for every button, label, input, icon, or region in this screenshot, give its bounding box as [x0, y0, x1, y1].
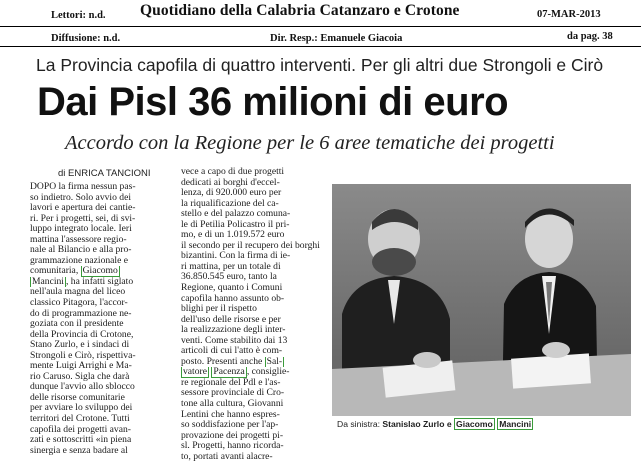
article-byline: di ENRICA TANCIONI	[58, 168, 151, 179]
text-line: articoli di cui l'atto è com-	[181, 346, 283, 357]
text-line: dedicati ai borghi d'eccel-	[181, 177, 280, 188]
text-line: do di programmazione ne-	[30, 308, 132, 319]
article-headline: Dai Pisl 36 milioni di euro	[37, 80, 509, 124]
text-line: DOPO la firma nessun pas-	[30, 182, 136, 192]
text-fragment: , ha infatti siglato	[65, 276, 134, 287]
text-line: grammazione nazionale e	[30, 255, 129, 266]
text-line: vece a capo di due progetti	[181, 167, 285, 177]
text-line: goziata con il presidente	[30, 319, 124, 330]
text-line: dunque l'avvio allo sblocco	[30, 382, 135, 393]
caption-prefix: Da sinistra:	[337, 419, 380, 429]
caption-highlight: Mancini	[499, 419, 532, 429]
text-line: mente Luigi Arrighi e Ma-	[30, 361, 132, 372]
text-line: stello e del palazzo comuna-	[181, 209, 291, 220]
text-line: so soddisfazione per l'ap-	[181, 420, 279, 431]
text-line: ri mattina, per un totale di	[181, 261, 281, 272]
text-line: le di Petilia Policastro il pri-	[181, 219, 290, 230]
highlighted-name: Sal-	[266, 356, 283, 367]
text-line: tone alla cultura, Giovanni	[181, 399, 284, 410]
text-line: Lentini che hanno espres-	[181, 409, 280, 420]
text-line: Stano Zurlo, e i sindaci di	[30, 340, 130, 351]
caption-highlight: Giacomo	[456, 419, 493, 429]
text-line: mattina l'assessore regio-	[30, 234, 127, 245]
body-column-1	[30, 182, 171, 456]
text-line: dell'uso delle risorse e per	[181, 314, 281, 325]
text-line: nell'aula magna del liceo	[30, 287, 126, 298]
text-line: mo, e di un 1.019.572 euro	[181, 230, 285, 241]
page-label: da pag. 38	[567, 31, 613, 42]
highlighted-name: vatore	[183, 367, 207, 378]
text-line: lenza, di 920.000 euro per	[181, 188, 282, 199]
text-line	[30, 266, 171, 277]
text-line: Strongoli e Cirò, rispettiva-	[30, 350, 136, 361]
text-line	[181, 367, 322, 378]
text-line: re regionale del Pdl e l'as-	[181, 377, 281, 388]
circulation-label: Diffusione: n.d.	[51, 33, 121, 44]
body-column-2	[181, 167, 322, 462]
header-bottom-rule	[0, 46, 641, 47]
caption-names: Stanislao Zurlo e	[382, 419, 452, 429]
highlighted-name: Pacenza	[213, 367, 245, 378]
article-photo	[332, 184, 631, 416]
text-fragment: , consiglie-	[246, 367, 290, 378]
director-label: Dir. Resp.: Emanuele Giacoia	[270, 33, 403, 44]
text-line: capofila hanno assunto ob-	[181, 293, 285, 304]
text-line: territori del Crotone. Tutti	[30, 414, 130, 425]
text-line: luppo integrato locale. Ieri	[30, 224, 132, 235]
text-line: bizantini. Con la firma di ie-	[181, 251, 291, 262]
text-line: 36.850.545 euro, tanto la	[181, 272, 277, 283]
readers-label: Lettori: n.d.	[51, 10, 106, 21]
text-line: provazione dei progetti pi-	[181, 430, 284, 441]
text-line: nale al Bilancio e alla pro-	[30, 245, 132, 256]
text-line: la realizzazione degli inter-	[181, 325, 286, 336]
text-line: zati e sottoscritti «in piena	[30, 435, 132, 446]
text-line: delle risorse comunitarie	[30, 392, 125, 403]
publication-date: 07-MAR-2013	[537, 9, 601, 20]
article-kicker: La Provincia capofila di quattro interventi. Per gli altri due Strongoli e Cirò	[36, 55, 604, 75]
text-line: capofila dei progetti avan-	[30, 424, 131, 435]
newspaper-title: Quotidiano della Calabria Catanzaro e Crotone	[140, 2, 460, 19]
text-line: to, portati avanti alacre-	[181, 451, 273, 462]
text-line: sinergia e senza badare al	[30, 445, 128, 456]
text-line: rio Caruso. Sigla che darà	[30, 371, 130, 382]
text-line: Regione, quanto i Comuni	[181, 283, 283, 294]
text-line: ri. Per i progetti, sei, di svi-	[30, 213, 136, 224]
article-subhead: Accordo con la Regione per le 6 aree tematiche dei progetti	[65, 132, 555, 154]
text-line: blighi per il rispetto	[181, 304, 257, 315]
text-line: sessore provinciale di Cro-	[181, 388, 285, 399]
text-line: per avviare lo sviluppo dei	[30, 403, 133, 414]
text-line: lavori e apertura dei cantie-	[30, 203, 136, 214]
text-line: venti. Come stabilito dai 13	[181, 335, 288, 346]
text-line	[181, 357, 322, 368]
text-line: la riqualificazione del ca-	[181, 198, 279, 209]
text-line: classico Pitagora, l'accor-	[30, 298, 128, 309]
text-fragment: comunitaria,	[30, 266, 79, 277]
text-line: sl. Progetti, hanno ricorda-	[181, 441, 284, 452]
text-fragment: posto. Presenti anche	[181, 356, 263, 367]
photo-caption	[337, 419, 533, 429]
text-line: della Provincia di Crotone,	[30, 329, 134, 340]
header-top-rule	[0, 26, 641, 27]
text-line: il secondo per il recupero dei borghi	[181, 240, 320, 251]
text-line: so indietro. Solo avvio dei	[30, 192, 131, 203]
highlighted-name: Giacomo	[82, 266, 118, 277]
highlighted-name: Mancini	[32, 276, 64, 287]
text-line	[30, 277, 171, 288]
photo-illustration	[332, 184, 631, 416]
